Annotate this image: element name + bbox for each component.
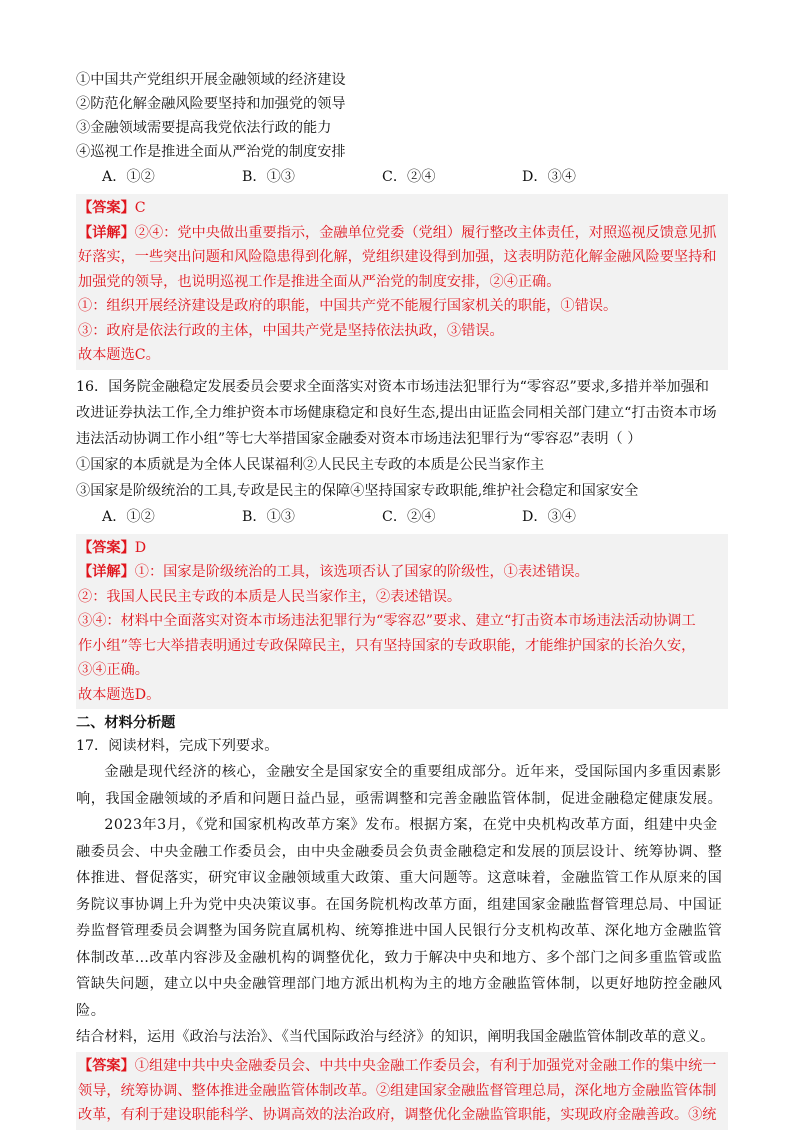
q17-answer-line: ①组建中共中央金融委员会、中共中央金融工作委员会，有利于加强党对金融工作的集中统一 — [134, 1058, 717, 1074]
q16-detail-line: ③④：材料中全面落实对资本市场违法犯罪行为“零容忍”要求、建立“打击资本市场违法活动协调工 — [78, 613, 696, 629]
q15-detail-line: ①：组织开展经济建设是政府的职能，中国共产党不能履行国家机关的职能，①错误。 — [78, 298, 618, 314]
q15-item-4: ④巡视工作是推进全面从严治党的制度安排 — [76, 144, 346, 160]
q16-answer-label: 【答案】 — [78, 539, 135, 556]
section-heading: 二、材料分析题 — [76, 715, 176, 731]
q15-option-d: D．③④ — [522, 169, 576, 185]
q16-stem — [76, 374, 728, 452]
q15-answer: C — [134, 200, 146, 216]
q15-option-a: A．①② — [102, 169, 155, 185]
material-paragraph: 2023年3月，《党和国家机构改革方案》发布。根据方案，在党中央机构改革方面，组建中央金融委员会、中央金融工作委员会，由中央金融委员会负责金融稳定和发展的顶层设计、统筹协调、整体推进、督促落实，研究审议金融领域重大政策、重大问题等。这意味着，金融监管工作从原来的国务院议事协调上升为党中央决策议事。在国务院机构改革方面，组建国家金融监督管理总局、中国证券监督管理委员会调整为国务院直属机构、统筹推进中国人民银行分支机构改革、深化地方金融监管体制改革…改革内容涉及金融机构的调整优化，致力于解决中央和地方、多个部门之间多重监管或监管缺失问题，建立以中央金融管理部门地方派出机构为主的地方金融监管体制，以更好地防控金融风险。 — [76, 817, 723, 1019]
q16-stem-line: 改进证券执法工作,全力维护资本市场健康稳定和良好生态,提出由证监会同相关部门建立“打击资本市场 — [76, 404, 717, 421]
q16-item-1: ①国家的本质就是为全体人民谋福利②人民民主专政的本质是公民当家作主 — [76, 456, 545, 473]
q17-answer-box — [76, 1052, 728, 1130]
q15-detail-line: 好落实，一些突出问题和风险隐患得到化解，党组织建设得到加强，这表明防范化解金融风险要坚持和 — [78, 249, 717, 265]
q15-item-2: ②防范化解金融风险要坚持和加强党的领导 — [76, 96, 346, 112]
q15-detail-label: 【详解】 — [78, 224, 135, 241]
q16-option-a: A．①② — [102, 508, 155, 525]
q16-detail-line: ③④正确。 — [78, 662, 149, 678]
q17-question: 结合材料，运用《政治与法治》、《当代国际政治与经济》的知识，阐明我国金融监管体制改革的意义。 — [76, 1029, 715, 1045]
q15-detail-line: ③：政府是依法行政的主体，中国共产党是坚持依法执政，③错误。 — [78, 322, 504, 339]
q16-options — [76, 504, 728, 530]
q16-detail-line: 作小组”等七大举措表明通过专政保障民主，只有坚持国家的专政职能，才能维护国家的长治久安， — [78, 637, 696, 654]
q15-option-c: C．②④ — [382, 169, 436, 185]
q17-answer-label: 【答案】 — [78, 1058, 135, 1074]
q16-option-c: C．②④ — [382, 508, 436, 525]
q15-detail-line: ②④：党中央做出重要指示，金融单位党委（党组）履行整改主体责任，对照巡视反馈意见抓 — [134, 224, 717, 241]
q16-stem-line: 违法活动协调工作小组”等七大举措国家金融委对资本市场违法犯罪行为“零容忍”表明（ ） — [76, 430, 642, 447]
q17-material — [76, 759, 728, 1024]
q15-answer-label: 【答案】 — [78, 200, 135, 216]
exam-page — [76, 68, 728, 1134]
q17-stem: 17．阅读材料，完成下列要求。 — [76, 738, 279, 754]
q15-detail-line: 加强党的领导，也说明巡视工作是推进全面从严治党的制度安排，②④正确。 — [78, 273, 561, 290]
q15-items — [76, 68, 728, 164]
q16-detail-line: ①：国家是阶级统治的工具，该选项否认了国家的阶级性，①表述错误。 — [134, 564, 589, 580]
material-paragraph: 金融是现代经济的核心，金融安全是国家安全的重要组成部分。近年来，受国际国内多重因素影响，我国金融领域的矛盾和问题日益凸显，亟需调整和完善金融监管体制，促进金融稳定健康发展。 — [76, 764, 723, 807]
q16-stem-line: 16．国务院金融稳定发展委员会要求全面落实对资本市场违法犯罪行为“零容忍”要求,多措并举加强和 — [76, 378, 709, 395]
q17-answer-line: 改革，有利于建设职能科学、协调高效的法治政府，调整优化金融监管职能，实现政府金融善政。③统 — [78, 1107, 717, 1123]
q16-option-d: D．③④ — [522, 508, 576, 525]
q15-item-3: ③金融领域需要提高我党依法行政的能力 — [76, 120, 332, 136]
q15-options — [76, 164, 728, 190]
q15-option-b: B．①③ — [242, 169, 295, 185]
q16-option-b: B．①③ — [242, 508, 295, 525]
q15-item-1: ①中国共产党组织开展金融领域的经济建设 — [76, 72, 346, 88]
q15-answer-box — [76, 194, 728, 370]
q16-detail-label: 【详解】 — [78, 564, 135, 580]
q16-answer-box — [76, 534, 728, 710]
q16-detail-line: ②：我国人民民主专政的本质是人民当家作主，②表述错误。 — [78, 588, 462, 605]
q17-answer-line: 领导，统筹协调、整体推进金融监管体制改革。②组建国家金融监督管理总局，深化地方金融监管体制 — [78, 1082, 717, 1099]
q16-item-2: ③国家是阶级统治的工具,专政是民主的保障④坚持国家专政职能,维护社会稳定和国家安全 — [76, 482, 639, 499]
q16-answer: D — [134, 539, 147, 556]
q16-detail-line: 故本题选D。 — [78, 686, 161, 703]
q15-detail-line: 故本题选C。 — [78, 347, 160, 363]
